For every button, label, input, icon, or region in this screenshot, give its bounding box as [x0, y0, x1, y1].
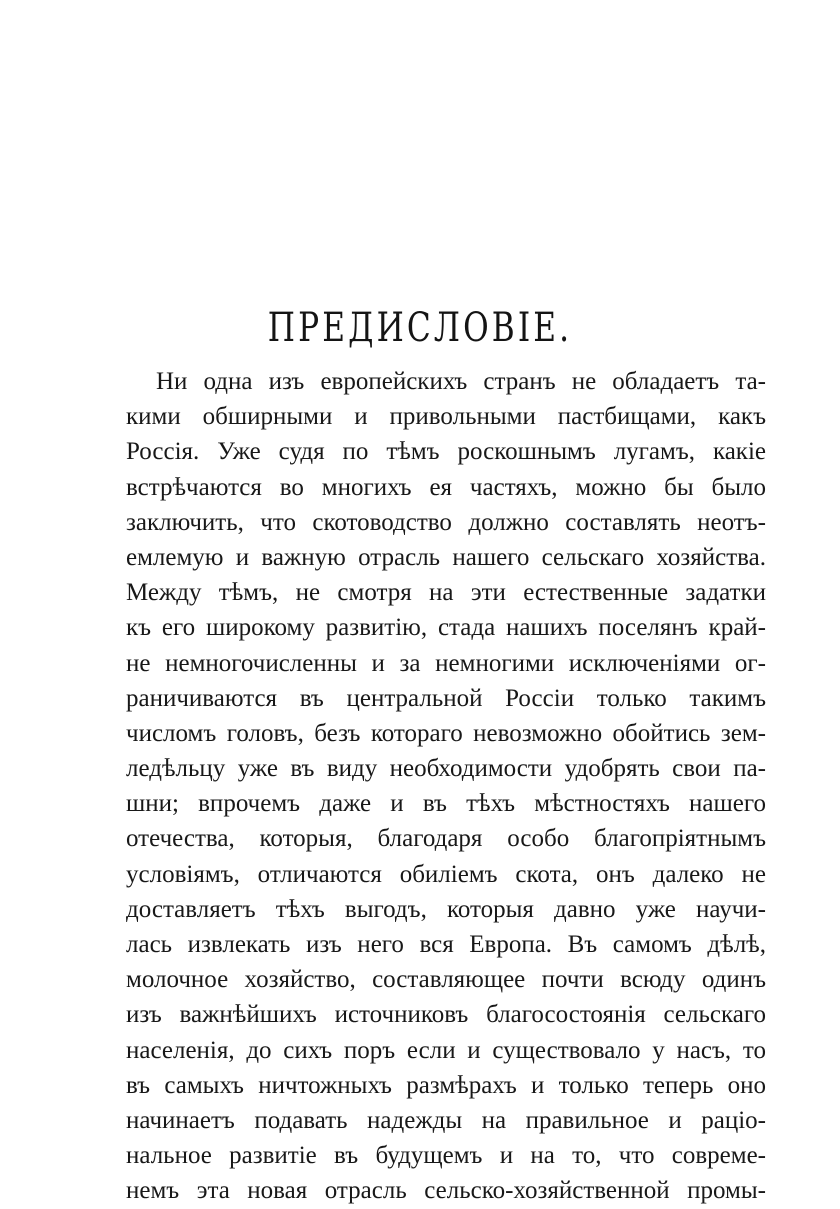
text-line: доставляетъ тѣхъ выгодъ, которыя давно уже научи- — [126, 895, 766, 923]
text-line: нальное развитіе въ будущемъ и на то, что совреме- — [126, 1142, 766, 1170]
text-line: встрѣчаются во многихъ ея частяхъ, можно бы было — [126, 473, 766, 501]
text-line: ледѣльцу уже въ виду необходимости удобрять свои па- — [126, 755, 766, 783]
text-line: молочное хозяйство, составляющее почти всюду одинъ — [126, 966, 766, 994]
text-line: къ его широкому развитію, стада нашихъ поселянъ край- — [126, 614, 766, 642]
text-line: кими обширными и привольными пастбищами, какъ — [126, 403, 766, 431]
text-line: условіямъ, отличаются обиліемъ скота, онъ далеко не — [126, 860, 766, 888]
text-line: Ни одна изъ европейскихъ странъ не обладаетъ та- — [156, 368, 766, 395]
text-line: емлемую и важную отрасль нашего сельскаго хозяйства. — [126, 543, 766, 571]
text-line: немъ эта новая отрасль сельско-хозяйственной промы- — [126, 1177, 766, 1205]
text-line: лась извлекать изъ него вся Европа. Въ самомъ дѣлѣ, — [126, 931, 766, 958]
text-line: въ самыхъ ничтожныхъ размѣрахъ и только теперь оно — [126, 1071, 766, 1099]
text-line: Россія. Уже судя по тѣмъ роскошнымъ лугамъ, какіе — [126, 438, 766, 466]
text-line: Между тѣмъ, не смотря на эти естественные задатки — [126, 579, 766, 607]
text-line: отечества, которыя, благодаря особо благопріятнымъ — [126, 825, 766, 853]
text-line: не немногочисленны и за немногими исключеніями ог- — [126, 649, 766, 677]
text-line: населенія, до сихъ поръ если и существовало у насъ, то — [126, 1036, 766, 1064]
text-line: шни; впрочемъ даже и въ тѣхъ мѣстностяхъ нашего — [126, 790, 766, 818]
text-line: начинаетъ подавать надежды на правильное и раціо- — [126, 1106, 766, 1134]
text-line: заключить, что скотоводство должно составлять неотъ- — [126, 508, 766, 536]
text-line: числомъ головъ, безъ котораго невозможно обойтись зем- — [126, 719, 766, 747]
text-line: изъ важнѣйшихъ источниковъ благосостоянія сельскаго — [126, 1001, 766, 1029]
page-title: ПРЕДИСЛОВІЕ. — [267, 305, 573, 351]
text-line: раничиваются въ центральной Россіи только такимъ — [126, 684, 766, 712]
preface-paragraph — [126, 364, 766, 1209]
